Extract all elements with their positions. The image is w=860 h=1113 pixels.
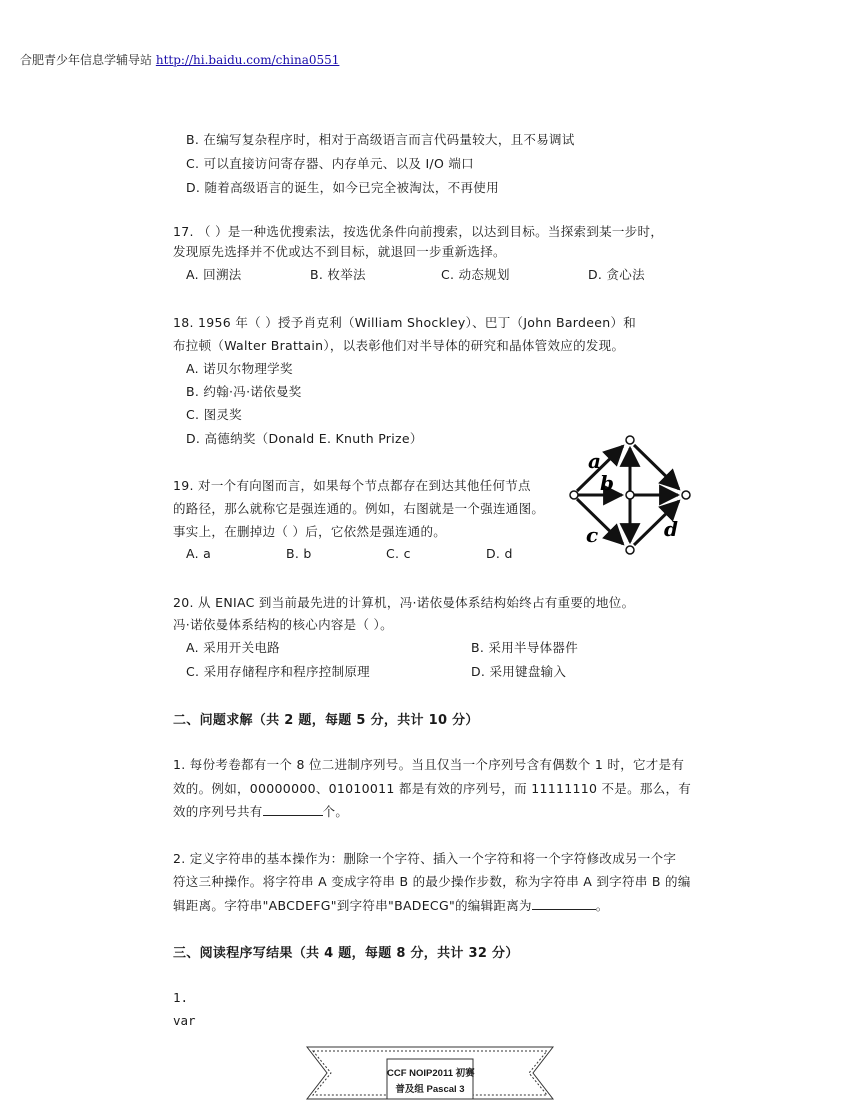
- graph-node-center: [626, 491, 634, 499]
- graph-node-bottom: [626, 546, 634, 554]
- q17-option-b: B. 枚举法: [310, 267, 366, 282]
- q17-option-c: C. 动态规划: [441, 267, 510, 282]
- q17-stem-line1: 17. （ ）是一种选优搜索法，按选优条件向前搜索，以达到目标。当探索到某一步时，: [173, 224, 664, 239]
- q16-option-b: B. 在编写复杂程序时，相对于高级语言而言代码量较大，且不易调试: [186, 132, 575, 147]
- problem2-line3: [173, 896, 609, 914]
- q18-option-d: D. 高德纳奖（Donald E. Knuth Prize）: [186, 431, 423, 446]
- q18-option-a: A. 诺贝尔物理学奖: [186, 361, 293, 376]
- program1-code: var: [173, 1013, 196, 1028]
- header-site-name: 合肥青少年信息学辅导站: [20, 53, 153, 67]
- q16-option-c: C. 可以直接访问寄存器、内存单元、以及 I/O 端口: [186, 156, 474, 171]
- problem2-line2: 符这三种操作。将字符串 A 变成字符串 B 的最少操作步数，称为字符串 A 到字符串 B 的编: [173, 874, 691, 889]
- footer-title: CCF NOIP2011 初赛: [387, 1068, 475, 1079]
- q20-option-c: C. 采用存储程序和程序控制原理: [186, 664, 370, 679]
- q18-stem-line2: 布拉顿（Walter Brattain），以表彰他们对半导体的研究和晶体管效应的发现。: [173, 338, 625, 353]
- q19-stem-line2: 的路径，那么就称它是强连通的。例如，右图就是一个强连通图。: [173, 501, 545, 516]
- problem1-line2: 效的。例如，00000000、01010011 都是有效的序列号，而 11111110 不是。那么，有: [173, 781, 692, 796]
- problem2-line1: 2. 定义字符串的基本操作为：删除一个字符、插入一个字符和将一个字符修改成另一个字: [173, 851, 677, 866]
- q19-stem-line3: 事实上，在删掉边（ ）后，它依然是强连通的。: [173, 524, 447, 539]
- q20-stem-line2: 冯·诺依曼体系结构的核心内容是（ ）。: [173, 617, 393, 632]
- problem1-line1: 1. 每份考卷都有一个 8 位二进制序列号。当且仅当一个序列号含有偶数个 1 时，它才是有: [173, 757, 685, 772]
- q19-option-c: C. c: [386, 546, 411, 561]
- edge-label-d: d: [664, 517, 678, 541]
- q20-stem-line1: 20. 从 ENIAC 到当前最先进的计算机，冯·诺依曼体系结构始终占有重要的地位。: [173, 595, 635, 610]
- problem2-line3-text: 辑距离。字符串"ABCDEFG"到字符串"BADECG"的编辑距离为: [173, 898, 532, 913]
- header-link[interactable]: http://hi.baidu.com/china0551: [155, 53, 340, 67]
- problem2-line3-suffix: 。: [595, 898, 609, 913]
- edge-label-b: b: [600, 471, 614, 495]
- graph-node-right: [682, 491, 690, 499]
- q19-stem-line1: 19. 对一个有向图而言，如果每个节点都存在到达其他任何节点: [173, 478, 531, 493]
- q20-option-a: A. 采用开关电路: [186, 640, 280, 655]
- q18-stem-line1: 18. 1956 年（ ）授予肖克利（William Shockley）、巴丁（John Bardeen）和: [173, 315, 637, 330]
- footer-page-number: 普及组 Pascal 3: [395, 1084, 465, 1095]
- edge-label-c: c: [586, 523, 599, 547]
- q17-option-d: D. 贪心法: [588, 267, 645, 282]
- graph-node-left: [570, 491, 578, 499]
- edge-top-right: [634, 445, 679, 489]
- edge-c: [577, 499, 623, 544]
- section3-title: 三、阅读程序写结果（共 4 题，每题 8 分，共计 32 分）: [173, 946, 519, 961]
- q19-option-a: A. a: [186, 546, 212, 561]
- q19-option-b: B. b: [286, 546, 312, 561]
- edge-label-a: a: [588, 449, 601, 473]
- strongly-connected-graph: [560, 430, 700, 560]
- answer-blank-1: [263, 803, 323, 816]
- q17-stem-line2: 发现原先选择并不优或达不到目标，就退回一步重新选择。: [173, 244, 506, 259]
- page-header: [20, 51, 339, 68]
- q19-option-d: D. d: [486, 546, 513, 561]
- graph-node-top: [626, 436, 634, 444]
- problem1-line3-suffix: 个。: [322, 804, 349, 819]
- program1-number: 1.: [173, 990, 189, 1005]
- q16-option-d: D. 随着高级语言的诞生，如今已完全被淘汰，不再使用: [186, 180, 499, 195]
- q20-option-d: D. 采用键盘输入: [471, 664, 567, 679]
- section2-title: 二、问题求解（共 2 题，每题 5 分，共计 10 分）: [173, 713, 479, 728]
- q20-option-b: B. 采用半导体器件: [471, 640, 579, 655]
- q18-option-b: B. 约翰·冯·诺依曼奖: [186, 384, 302, 399]
- q18-option-c: C. 图灵奖: [186, 407, 242, 422]
- problem1-line3-text: 效的序列号共有: [173, 804, 263, 819]
- q17-option-a: A. 回溯法: [186, 267, 242, 282]
- problem1-line3: [173, 802, 348, 820]
- answer-blank-2: [532, 897, 596, 910]
